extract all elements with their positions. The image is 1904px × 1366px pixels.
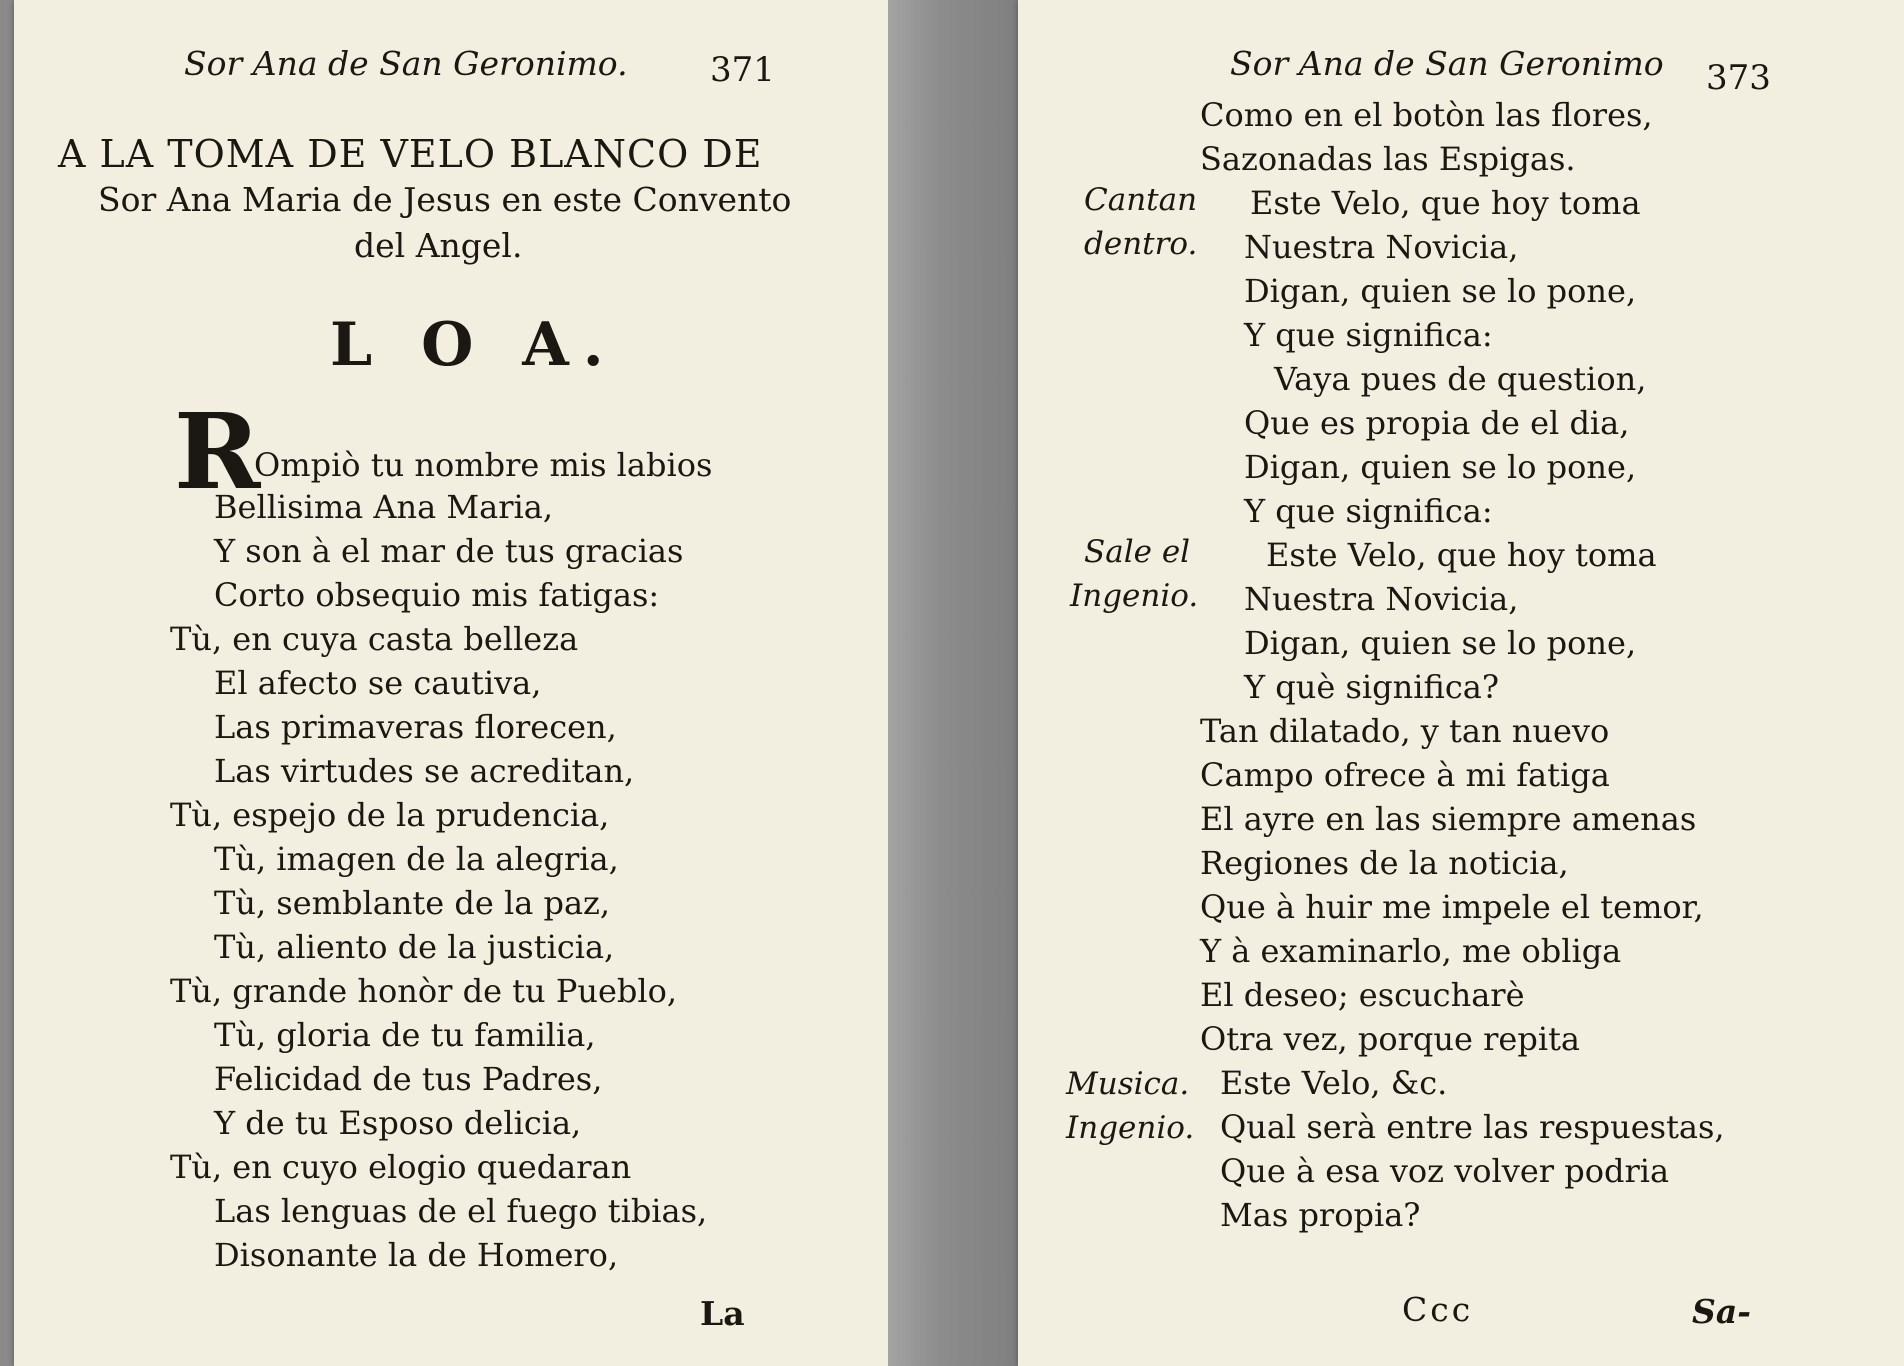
verse-line: Que à esa voz volver podria xyxy=(1220,1152,1670,1190)
verse-line: Este Velo, que hoy toma xyxy=(1250,184,1641,222)
verse-line: El afecto se cautiva, xyxy=(214,664,542,702)
verse-line: Tù, grande honòr de tu Pueblo, xyxy=(170,972,678,1010)
verse-line: Campo ofrece à mi fatiga xyxy=(1200,756,1610,794)
verse-line: Y que significa: xyxy=(1244,492,1493,530)
verse-line: Ompiò tu nombre mis labios xyxy=(254,446,713,484)
verse-line: Las primaveras florecen, xyxy=(214,708,617,746)
verse-line: Sazonadas las Espigas. xyxy=(1200,140,1576,178)
catchword: Sa- xyxy=(1692,1292,1751,1331)
verse-line: Tù, semblante de la paz, xyxy=(214,884,611,922)
page-number: 373 xyxy=(1706,58,1771,98)
section-heading: L O A. xyxy=(330,310,618,380)
speaker-label: Ingenio. xyxy=(1070,578,1199,614)
poem-title-line-2: Sor Ana Maria de Jesus en este Convento xyxy=(98,180,792,219)
drop-cap: R xyxy=(174,390,261,513)
speaker-label: Musica. xyxy=(1066,1066,1190,1102)
verse-line: Y son à el mar de tus gracias xyxy=(214,532,684,570)
verse-line: Este Velo, que hoy toma xyxy=(1266,536,1657,574)
verse-line: Y que significa: xyxy=(1244,316,1493,354)
verse-line: Disonante la de Homero, xyxy=(214,1236,619,1274)
poem-title-line-1: A LA TOMA DE VELO BLANCO DE xyxy=(58,132,763,176)
verse-line: Vaya pues de question, xyxy=(1274,360,1647,398)
verse-line: Tan dilatado, y tan nuevo xyxy=(1200,712,1610,750)
verse-line: Qual serà entre las respuestas, xyxy=(1220,1108,1725,1146)
page-number: 371 xyxy=(710,50,775,90)
verse-line: Tù, en cuyo elogio quedaran xyxy=(170,1148,632,1186)
verse-line: Nuestra Novicia, xyxy=(1244,580,1519,618)
verse-line: Y à examinarlo, me obliga xyxy=(1200,932,1622,970)
verse-line: Digan, quien se lo pone, xyxy=(1244,624,1637,662)
speaker-label: Cantan xyxy=(1084,182,1198,218)
verse-line: Como en el botòn las flores, xyxy=(1200,96,1653,134)
verse-line: Tù, imagen de la alegria, xyxy=(214,840,619,878)
verse-line: El ayre en las siempre amenas xyxy=(1200,800,1697,838)
catchword: La xyxy=(700,1294,745,1333)
verse-line: Felicidad de tus Padres, xyxy=(214,1060,603,1098)
verse-line: Tù, gloria de tu familia, xyxy=(214,1016,596,1054)
verse-line: Tù, espejo de la prudencia, xyxy=(170,796,610,834)
poem-title-line-3: del Angel. xyxy=(354,226,523,265)
verse-line: Y de tu Esposo delicia, xyxy=(214,1104,582,1142)
verse-line: Las virtudes se acreditan, xyxy=(214,752,635,790)
verse-line: Digan, quien se lo pone, xyxy=(1244,448,1637,486)
running-head: Sor Ana de San Geronimo. xyxy=(184,44,628,83)
verse-line: Este Velo, &c. xyxy=(1220,1064,1448,1102)
verse-line: Y què significa? xyxy=(1244,668,1499,706)
right-book-page xyxy=(1018,0,1904,1366)
signature-mark: Ccc xyxy=(1402,1290,1474,1329)
verse-line: Otra vez, porque repita xyxy=(1200,1020,1580,1058)
verse-line: Tù, aliento de la justicia, xyxy=(214,928,615,966)
verse-line: Bellisima Ana Maria, xyxy=(214,488,553,526)
verse-line: El deseo; escucharè xyxy=(1200,976,1525,1014)
verse-line: Digan, quien se lo pone, xyxy=(1244,272,1637,310)
left-book-page xyxy=(14,0,888,1366)
verse-line: Regiones de la noticia, xyxy=(1200,844,1569,882)
verse-line: Corto obsequio mis fatigas: xyxy=(214,576,660,614)
verse-line: Mas propia? xyxy=(1220,1196,1421,1234)
speaker-label: dentro. xyxy=(1084,226,1198,262)
verse-line: Las lenguas de el fuego tibias, xyxy=(214,1192,708,1230)
verse-line: Que à huir me impele el temor, xyxy=(1200,888,1704,926)
verse-line: Que es propia de el dia, xyxy=(1244,404,1630,442)
speaker-label: Ingenio. xyxy=(1066,1110,1195,1146)
book-gutter xyxy=(888,0,1018,1366)
verse-line: Tù, en cuya casta belleza xyxy=(170,620,579,658)
verse-line: Nuestra Novicia, xyxy=(1244,228,1519,266)
running-head: Sor Ana de San Geronimo xyxy=(1230,44,1664,83)
speaker-label: Sale el xyxy=(1084,534,1191,570)
